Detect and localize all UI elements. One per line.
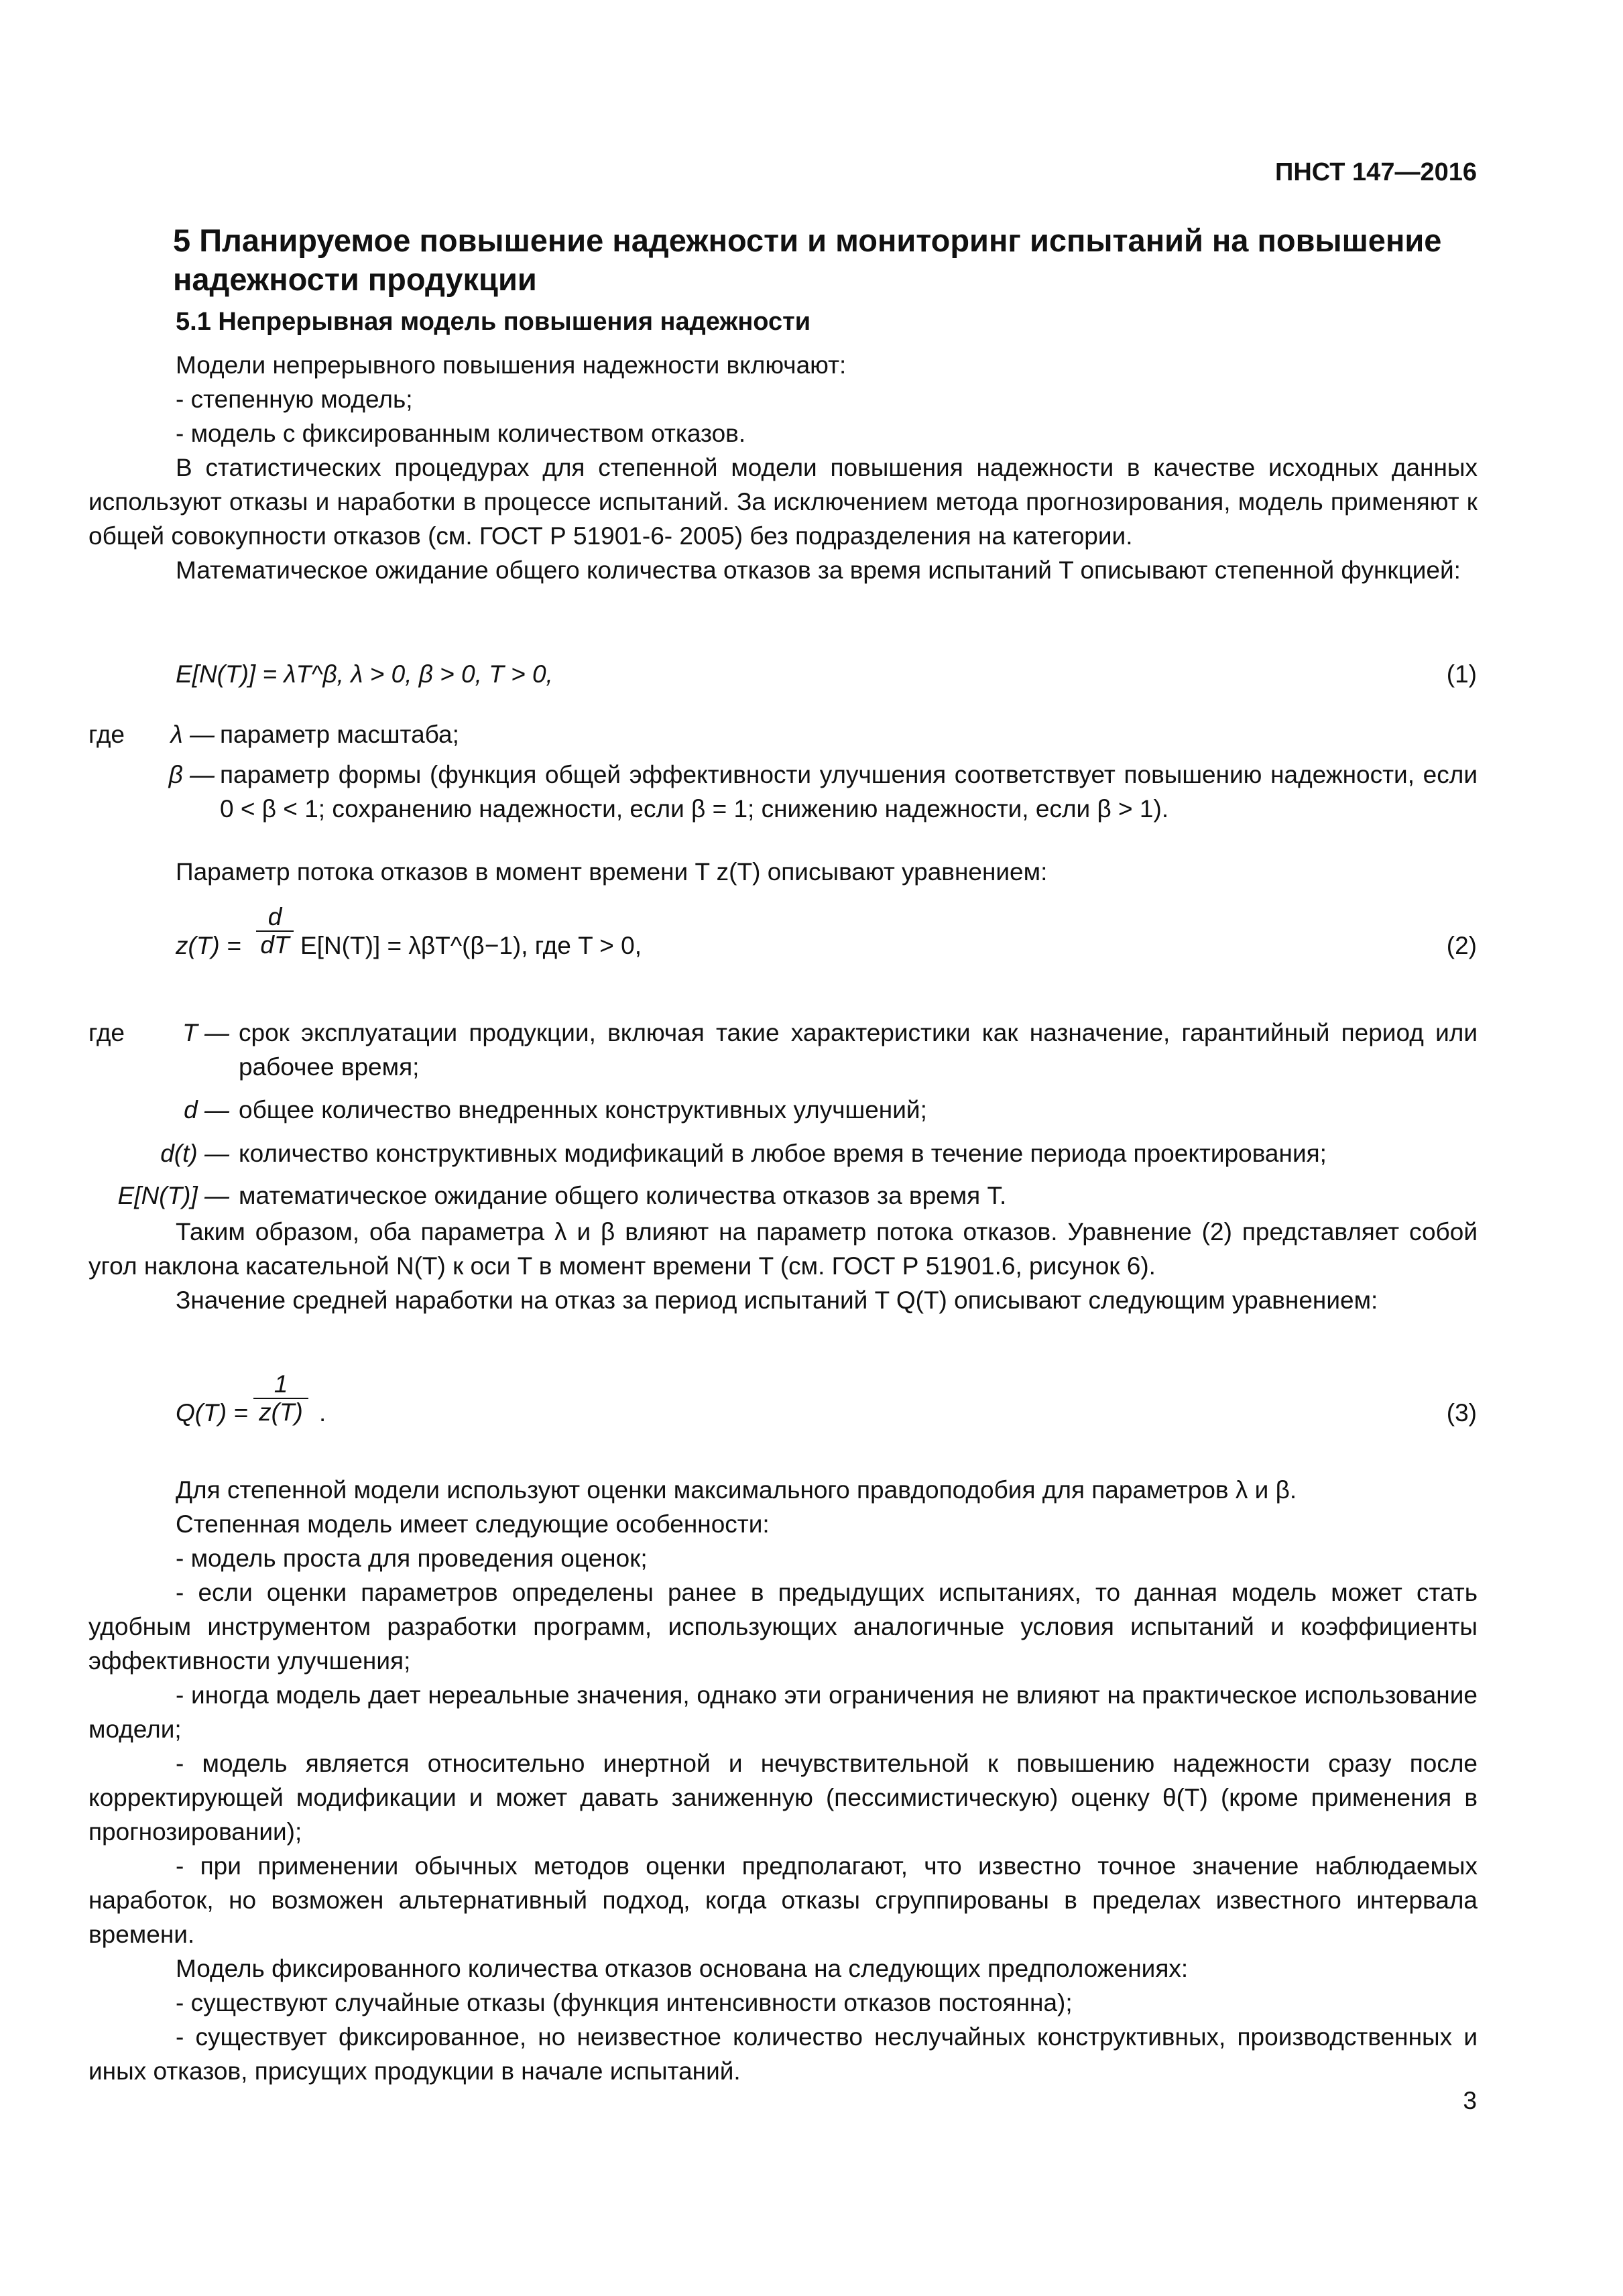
flow-intro: Параметр потока отказов в момент времени T z(T) описывают уравнением: — [176, 858, 1048, 886]
equation-3-fraction — [253, 1371, 308, 1426]
mean-time-paragraph: Значение средней наработки на отказ за период испытаний T Q(T) описывают следующим уравнением: — [176, 1286, 1378, 1314]
equation-1-number: (1) — [1446, 660, 1477, 688]
mle-paragraph: Для степенной модели используют оценки максимального правдоподобия для параметров λ и β. — [176, 1476, 1297, 1504]
fraction-numerator: 1 — [274, 1370, 288, 1398]
section-title: 5 Планируемое повышение надежности и мониторинг испытаний на повышение надежности продукции — [173, 223, 1442, 297]
feature-item: - если оценки параметров определены ранее в предыдущих испытаниях, то данная модель может стать удобным инструментом разработки программ, использующих аналогичные условия испытаний и коэффициенты эффективности улучшения; — [88, 1579, 1478, 1675]
feature-item: - иногда модель дает нереальные значения, однако эти ограничения не влияют на практическое использование модели; — [88, 1681, 1478, 1743]
flow-intro-block — [88, 855, 1478, 889]
where-definition: количество конструктивных модификаций в любое время в течение периода проектирования; — [239, 1140, 1327, 1167]
equation-1: E[N(T)] = λT^β, λ > 0, β > 0, T > 0, — [176, 660, 553, 688]
where-label: где — [88, 1019, 125, 1046]
fixed-model-lead: Модель фиксированного количества отказов основана на следующих предположениях: — [176, 1955, 1189, 1982]
fixed-model-item: - существуют случайные отказы (функция интенсивности отказов постоянна); — [176, 1989, 1073, 2016]
where-definition: общее количество внедренных конструктивных улучшений; — [239, 1096, 927, 1124]
where-definition: математическое ожидание общего количества отказов за время T. — [239, 1182, 1007, 1209]
fraction-numerator: d — [267, 903, 282, 930]
document-id: ПНСТ 147—2016 — [1275, 158, 1477, 186]
where-definition: срок эксплуатации продукции, включая такие характеристики как назначение, гарантийный период или рабочее время; — [239, 1019, 1478, 1081]
where-symbol: λ — — [170, 721, 215, 748]
where-definition: параметр масштаба; — [220, 721, 459, 748]
where-symbol: β — — [168, 761, 215, 788]
intro-bullet: - степенную модель; — [176, 385, 413, 413]
slope-block — [88, 1215, 1478, 1317]
where-definition — [220, 758, 1478, 826]
equation-2-number: (2) — [1446, 932, 1477, 959]
feature-item: - модель проста для проведения оценок; — [176, 1545, 648, 1572]
feature-item: - при применении обычных методов оценки предполагают, что известно точное значение наблюдаемых наработок, но возможен альтернативный подход, когда отказы сгруппированы в пределах известного интервала времени. — [88, 1852, 1478, 1948]
feature-item: - модель является относительно инертной и нечувствительной к повышению надежности сразу после корректирующей модификации и может давать заниженную (пессимистическую) оценку θ(T) (кроме применения в прогнозировании); — [88, 1750, 1478, 1846]
where-label: где — [88, 721, 125, 748]
fraction-denominator: dT — [256, 930, 294, 959]
where-symbol: T — — [182, 1019, 229, 1046]
where-symbol: E[N(T)] — — [117, 1182, 229, 1209]
intro-block — [88, 348, 1478, 587]
where-definition-text: параметр формы (функция общей эффективности улучшения соответствует повышению надежности, если 0 < β < 1; сохранению надежности, если β = 1; снижению надежности, если β > 1). — [220, 761, 1478, 823]
slope-paragraph: Таким образом, оба параметра λ и β влияют на параметр потока отказов. Уравнение (2) представляет собой угол наклона касательной N(T) к оси T в момент времени T (см. ГОСТ Р 51901.6, рисунок 6). — [88, 1218, 1478, 1280]
features-block — [88, 1473, 1478, 2088]
math-expectation-paragraph: Математическое ожидание общего количества отказов за время испытаний T описывают степенной функцией: — [176, 556, 1461, 584]
where-symbol: d(t) — — [160, 1140, 229, 1167]
subsection-title: 5.1 Непрерывная модель повышения надежности — [176, 308, 811, 336]
intro-paragraph: В статистических процедурах для степенной модели повышения надежности в качестве исходных данных используют отказы и наработки в процессе испытаний. За исключением метода прогнозирования, модель применяют к общей совокупности отказов (см. ГОСТ Р 51901-6- 2005) без подразделения на категории. — [88, 454, 1478, 550]
page-number: 3 — [1463, 2087, 1477, 2114]
where-symbol: d — — [184, 1096, 229, 1124]
fixed-model-item: - существует фиксированное, но неизвестное количество неслучайных конструктивных, производственных и иных отказов, присущих продукции в начале испытаний. — [88, 2023, 1478, 2085]
equation-3-tail: . — [319, 1399, 326, 1427]
intro-bullet: - модель с фиксированным количеством отказов. — [176, 420, 746, 447]
equation-2-fraction — [256, 904, 294, 959]
fraction-denominator: z(T) — [253, 1398, 308, 1426]
equation-2-lhs: z(T) = — [176, 932, 241, 959]
intro-lead: Модели непрерывного повышения надежности включают: — [176, 351, 847, 379]
equation-3-lhs: Q(T) = — [176, 1399, 248, 1427]
features-lead: Степенная модель имеет следующие особенности: — [176, 1510, 770, 1538]
equation-2-rhs: E[N(T)] = λβT^(β−1), где T > 0, — [300, 932, 642, 959]
equation-3-number: (3) — [1446, 1399, 1477, 1427]
